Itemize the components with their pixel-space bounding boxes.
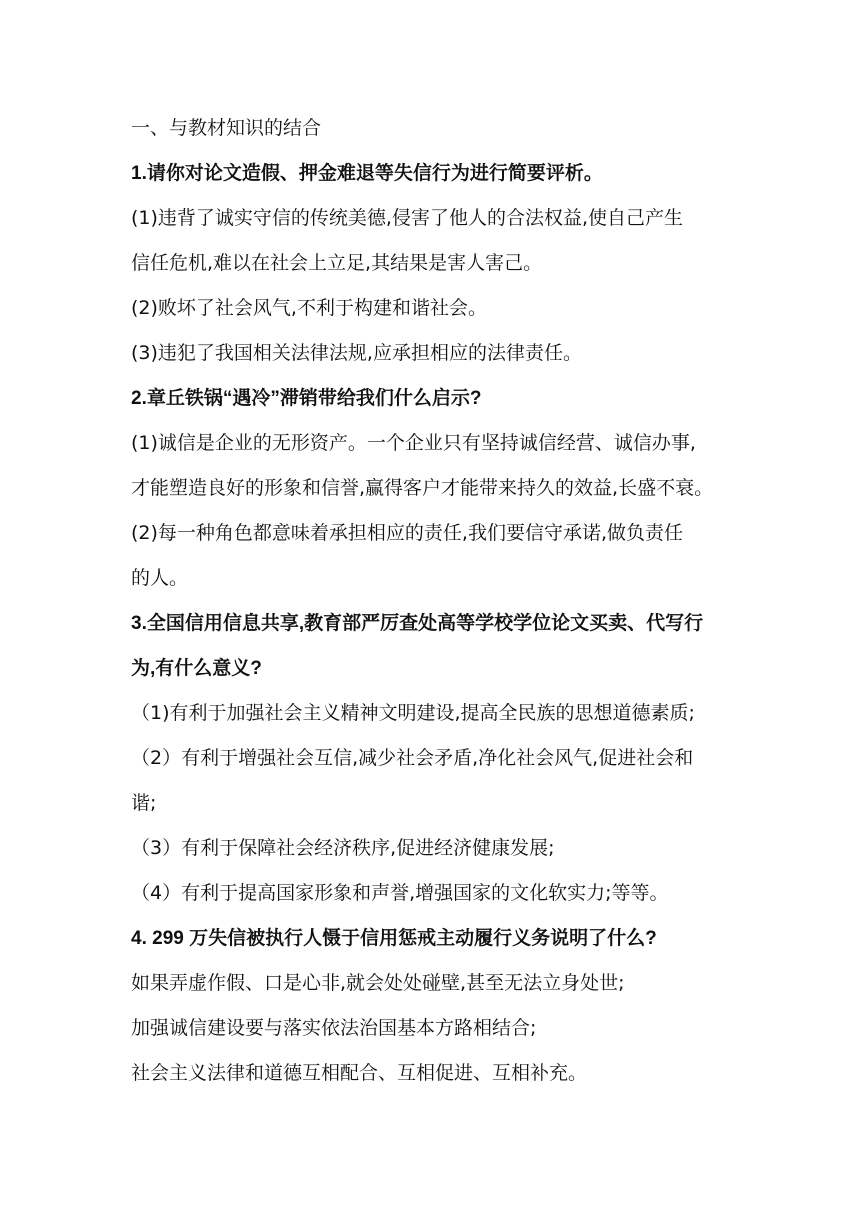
- question-3-text-2: 为,有什么意义?: [131, 658, 262, 679]
- answer-4-2: 加强诚信建设要与落实依法治国基本方路相结合;: [131, 1017, 537, 1039]
- question-4-text: 4. 299 万失信被执行人慑于信用惩戒主动履行义务说明了什么?: [131, 928, 657, 949]
- question-2-text: 2.章丘铁锅“遇冷”滞销带给我们什么启示?: [131, 388, 482, 409]
- question-3-line-2: [131, 656, 262, 681]
- answer-3-1: （1)有利于加强社会主义精神文明建设,提高全民族的思想道德素质;: [131, 702, 695, 724]
- question-1: [131, 161, 603, 186]
- answer-2-4: 的人。: [131, 567, 189, 589]
- answer-3-4: （3）有利于保障社会经济秩序,促进经济健康发展;: [131, 837, 555, 859]
- answer-2-2: 才能塑造良好的形象和信誉,赢得客户才能带来持久的效益,长盛不衰。: [131, 477, 714, 499]
- section-title: 一、与教材知识的结合: [131, 117, 322, 139]
- question-4: [131, 926, 657, 951]
- answer-4-1: 如果弄虚作假、口是心非,就会处处碰壁,甚至无法立身处世;: [131, 972, 625, 994]
- question-2: [131, 386, 481, 411]
- question-3-text-1: 3.全国信用信息共享,教育部严厉查处高等学校学位论文买卖、代写行: [131, 613, 704, 634]
- answer-2-3: (2)每一种角色都意味着承担相应的责任,我们要信守承诺,做负责任: [131, 522, 683, 544]
- answer-1-4: (3)违犯了我国相关法律法规,应承担相应的法律责任。: [131, 342, 582, 364]
- answer-1-2: 信任危机,难以在社会上立足,其结果是害人害己。: [131, 252, 543, 274]
- answer-3-5: （4）有利于提高国家形象和声誉,增强国家的文化软实力;等等。: [131, 882, 669, 904]
- answer-1-3: (2)败坏了社会风气,不利于构建和谐社会。: [131, 297, 487, 319]
- question-1-text: 1.请你对论文造假、押金难退等失信行为进行简要评析。: [131, 163, 603, 184]
- answer-2-1: (1)诚信是企业的无形资产。一个企业只有坚持诚信经营、诚信办事,: [131, 432, 696, 454]
- question-3-line-1: [131, 611, 703, 636]
- answer-1-1: (1)违背了诚实守信的传统美德,侵害了他人的合法权益,使自己产生: [131, 207, 683, 229]
- answer-4-3: 社会主义法律和道德互相配合、互相促进、互相补充。: [131, 1062, 588, 1084]
- answer-3-2: （2）有利于增强社会互信,减少社会矛盾,净化社会风气,促进社会和: [131, 747, 694, 769]
- answer-3-3: 谐;: [131, 792, 157, 814]
